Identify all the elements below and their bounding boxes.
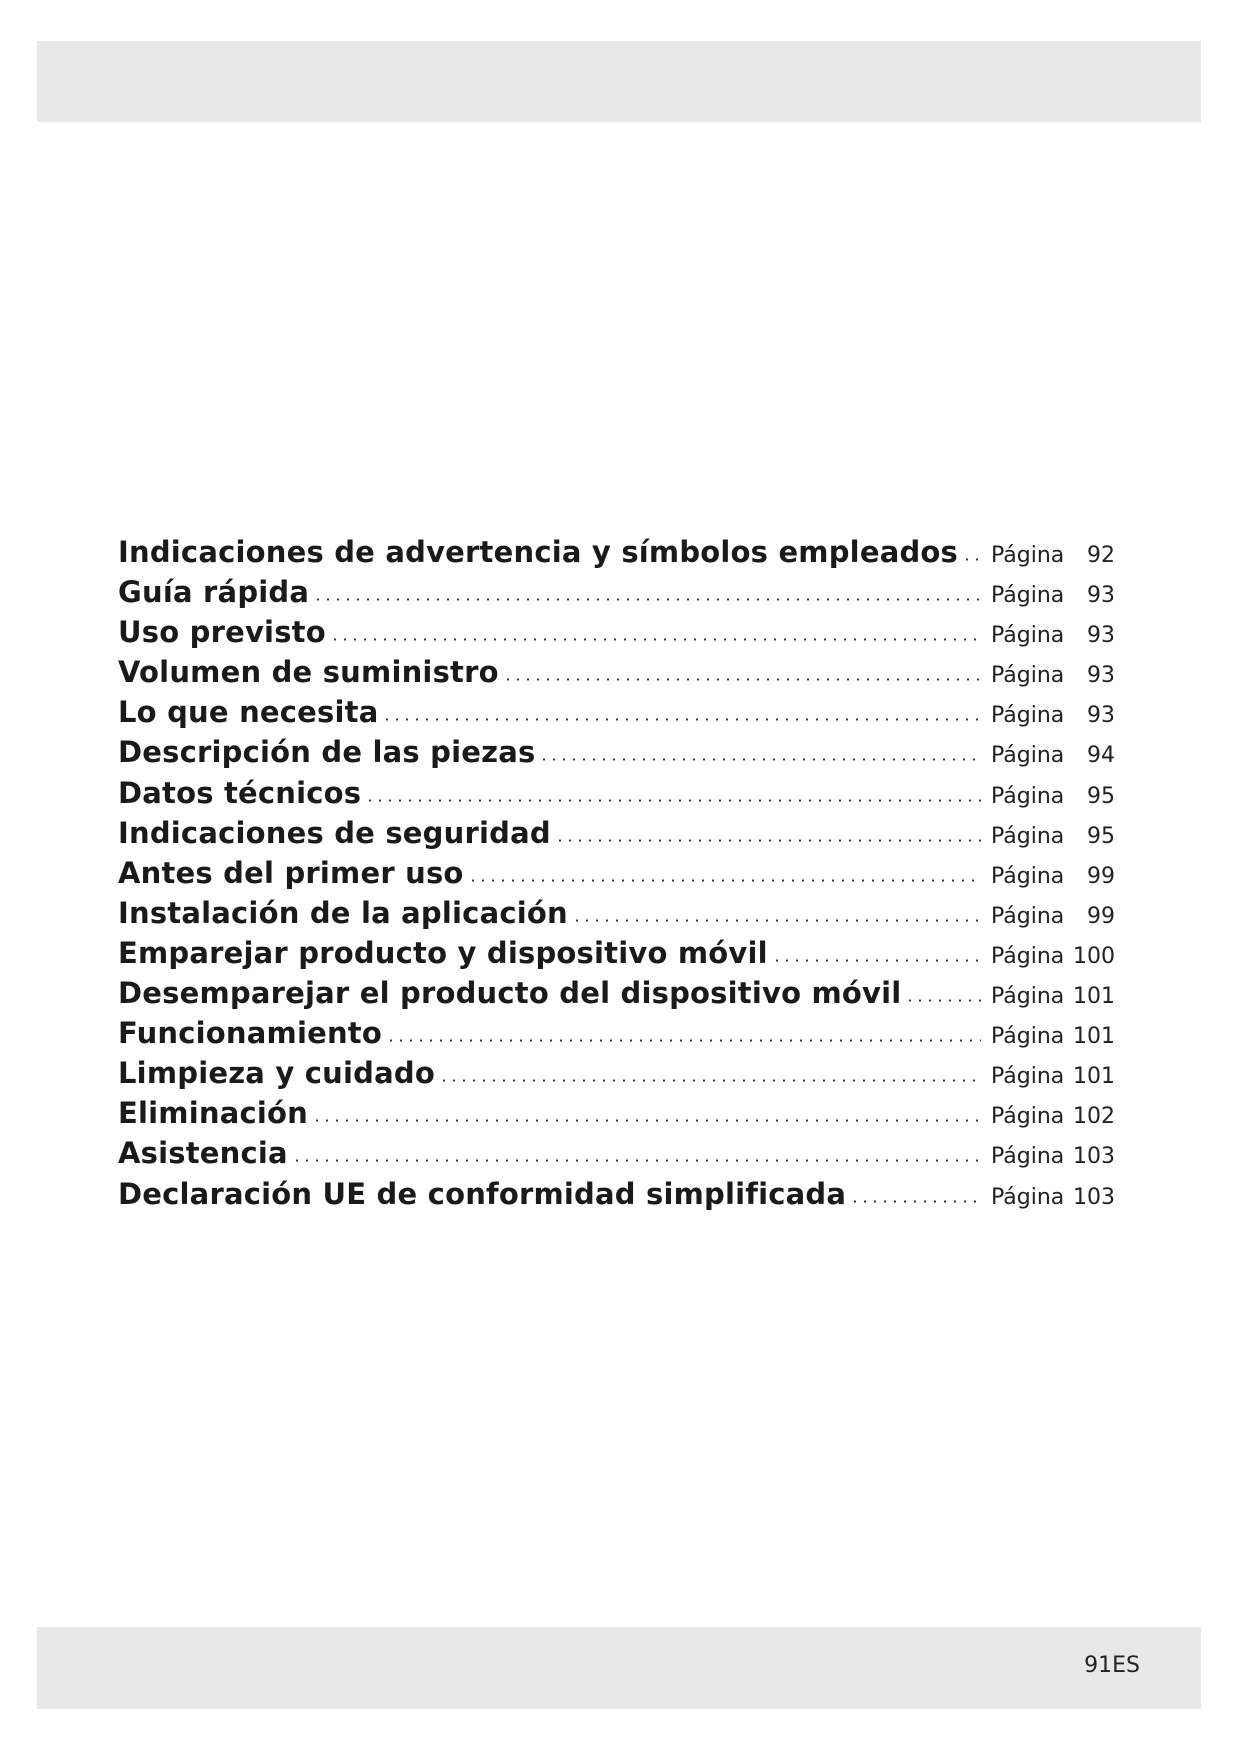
toc-page-label: Página xyxy=(991,783,1065,809)
dot-leader xyxy=(555,839,981,842)
dot-leader xyxy=(313,598,981,601)
toc-entry[interactable] xyxy=(118,936,1115,976)
dot-leader xyxy=(772,959,981,962)
toc-page-label: Página xyxy=(991,1104,1065,1130)
page-number: 91ES xyxy=(1084,1653,1140,1678)
toc-entry[interactable] xyxy=(118,695,1115,735)
toc-page-label: Página xyxy=(991,943,1065,969)
toc-page-number: 102 xyxy=(1073,1104,1115,1130)
toc-page-number: 92 xyxy=(1087,543,1115,568)
toc-page-label: Página xyxy=(991,863,1065,889)
toc-page-label: Página xyxy=(991,743,1065,769)
dot-leader xyxy=(503,678,981,681)
dot-leader xyxy=(312,1119,981,1122)
toc-entry[interactable] xyxy=(118,776,1115,816)
toc-entry-title: Desemparejar el producto del dispositivo móvil xyxy=(118,976,902,1011)
toc-entry[interactable] xyxy=(118,856,1115,896)
toc-page-label: Página xyxy=(991,583,1065,609)
toc-page-number: 93 xyxy=(1087,703,1115,729)
toc-entry-title: Asistencia xyxy=(118,1136,288,1171)
toc-entry[interactable] xyxy=(118,575,1115,615)
dot-leader xyxy=(292,1159,981,1162)
header-band xyxy=(37,41,1201,122)
dot-leader xyxy=(439,1079,981,1082)
toc-entry[interactable] xyxy=(118,735,1115,775)
toc-page-number: 93 xyxy=(1087,623,1115,649)
toc-page-number: 94 xyxy=(1087,743,1115,769)
toc-page-label: Página xyxy=(991,1184,1065,1210)
table-of-contents xyxy=(118,535,1115,1217)
toc-page-number: 93 xyxy=(1087,663,1115,689)
toc-page-number: 99 xyxy=(1087,863,1115,889)
dot-leader xyxy=(962,558,981,561)
toc-entry[interactable] xyxy=(118,535,1115,575)
toc-page-label: Página xyxy=(991,1144,1065,1170)
toc-entry[interactable] xyxy=(118,816,1115,856)
toc-page-number: 93 xyxy=(1087,583,1115,609)
toc-entry-title: Uso previsto xyxy=(118,615,326,650)
toc-page-number: 99 xyxy=(1087,903,1115,929)
toc-entry-title: Indicaciones de advertencia y símbolos empleados xyxy=(118,535,959,569)
toc-entry-title: Guía rápida xyxy=(118,575,310,610)
toc-entry[interactable] xyxy=(118,1177,1115,1217)
dot-leader xyxy=(850,1200,981,1203)
toc-page-label: Página xyxy=(991,1024,1065,1050)
dot-leader xyxy=(539,758,981,761)
toc-page-number: 101 xyxy=(1073,1024,1115,1050)
toc-entry-title: Datos técnicos xyxy=(118,775,362,810)
toc-entry-title: Limpieza y cuidado xyxy=(118,1056,435,1091)
toc-entry-title: Lo que necesita xyxy=(118,695,379,730)
toc-page-number: 103 xyxy=(1073,1184,1115,1210)
footer-band xyxy=(37,1627,1201,1709)
toc-entry[interactable] xyxy=(118,976,1115,1016)
toc-entry[interactable] xyxy=(118,1016,1115,1056)
toc-entry-title: Descripción de las piezas xyxy=(118,735,536,770)
toc-entry-title: Instalación de la aplicación xyxy=(118,895,568,930)
dot-leader xyxy=(382,718,981,721)
toc-page-label: Página xyxy=(991,903,1065,929)
toc-page-number: 101 xyxy=(1073,984,1115,1010)
toc-page-label: Página xyxy=(991,543,1065,568)
toc-entry[interactable] xyxy=(118,896,1115,936)
toc-entry[interactable] xyxy=(118,1096,1115,1136)
toc-page-number: 95 xyxy=(1087,783,1115,809)
toc-entry[interactable] xyxy=(118,1136,1115,1176)
toc-entry-title: Emparejar producto y dispositivo móvil xyxy=(118,935,768,970)
toc-page-label: Página xyxy=(991,663,1065,689)
toc-page-number: 103 xyxy=(1073,1144,1115,1170)
toc-page-label: Página xyxy=(991,623,1065,649)
toc-page-label: Página xyxy=(991,703,1065,729)
dot-leader xyxy=(905,999,981,1002)
toc-entry-title: Declaración UE de conformidad simplificada xyxy=(118,1176,847,1211)
dot-leader xyxy=(330,638,981,641)
toc-entry-title: Eliminación xyxy=(118,1096,308,1131)
dot-leader xyxy=(572,919,981,922)
toc-page-label: Página xyxy=(991,1064,1065,1090)
toc-entry[interactable] xyxy=(118,1056,1115,1096)
toc-entry-title: Indicaciones de seguridad xyxy=(118,815,551,850)
toc-page-number: 100 xyxy=(1073,943,1115,969)
toc-entry-title: Antes del primer uso xyxy=(118,855,464,890)
toc-page-label: Página xyxy=(991,823,1065,849)
dot-leader xyxy=(468,879,981,882)
dot-leader xyxy=(386,1039,981,1042)
toc-entry-title: Funcionamiento xyxy=(118,1016,382,1051)
toc-entry-title: Volumen de suministro xyxy=(118,655,499,690)
toc-page-number: 95 xyxy=(1087,823,1115,849)
dot-leader xyxy=(365,799,981,802)
toc-entry[interactable] xyxy=(118,615,1115,655)
toc-page-number: 101 xyxy=(1073,1064,1115,1090)
toc-page-label: Página xyxy=(991,984,1065,1010)
toc-entry[interactable] xyxy=(118,655,1115,695)
